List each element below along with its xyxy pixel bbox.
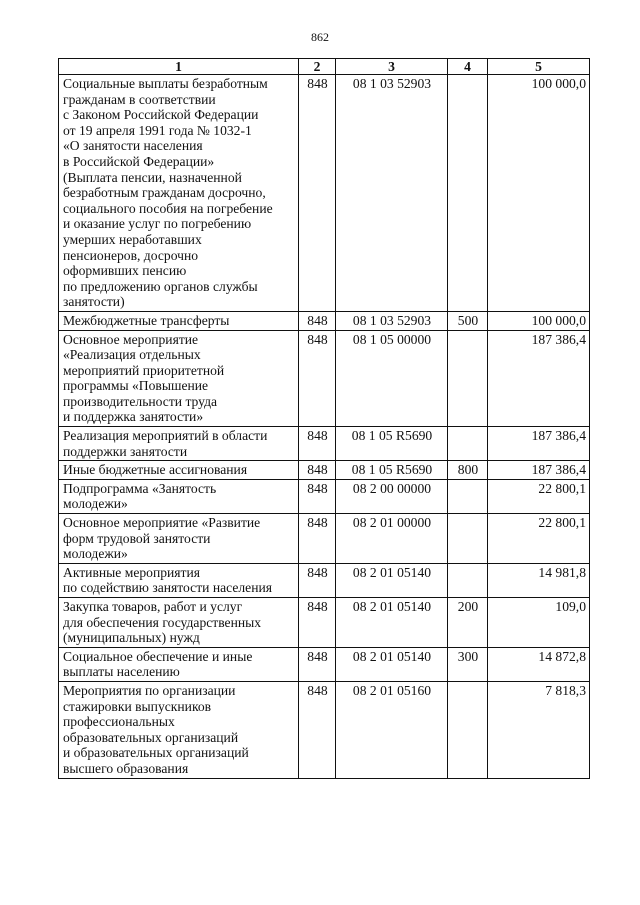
row-amount: 109,0: [488, 598, 590, 648]
row-name-line: Межбюджетные трансферты: [63, 312, 230, 328]
row-name-line: высшего образования: [63, 760, 189, 776]
row-amount: 14 872,8: [488, 647, 590, 681]
row-name-line: занятости): [63, 294, 125, 310]
row-ministry-code: 848: [299, 681, 336, 778]
row-expense-type: [448, 563, 488, 597]
row-name-line: Иные бюджетные ассигнования: [63, 462, 248, 478]
row-name-line: профессиональных: [63, 714, 175, 730]
row-name-line: производительности труда: [63, 393, 218, 409]
table-body: [59, 75, 590, 779]
table-row: [59, 479, 590, 513]
row-target-code: 08 2 01 05160: [336, 681, 448, 778]
row-expense-type: 500: [448, 311, 488, 330]
row-name: [59, 311, 299, 330]
row-name-line: молодежи»: [63, 546, 128, 562]
row-ministry-code: 848: [299, 598, 336, 648]
row-target-code: 08 2 01 05140: [336, 598, 448, 648]
row-name: [59, 598, 299, 648]
row-ministry-code: 848: [299, 75, 336, 312]
row-amount: 7 818,3: [488, 681, 590, 778]
table-row: [59, 598, 590, 648]
row-name-line: умерших неработавших: [63, 231, 202, 247]
row-expense-type: 300: [448, 647, 488, 681]
row-name-line: поддержки занятости: [63, 443, 188, 459]
column-header-5: 5: [488, 59, 590, 75]
row-name-line: безработным гражданам досрочно,: [63, 185, 266, 201]
row-name-line: Основное мероприятие «Развитие: [63, 515, 261, 531]
row-ministry-code: 848: [299, 461, 336, 480]
row-name-line: (муниципальных) нужд: [63, 630, 200, 646]
row-name: [59, 563, 299, 597]
row-name-line: молодежи»: [63, 496, 128, 512]
row-name: [59, 647, 299, 681]
row-amount: 100 000,0: [488, 311, 590, 330]
row-expense-type: [448, 75, 488, 312]
row-name-line: (Выплата пенсии, назначенной: [63, 169, 242, 185]
row-name-line: Подпрограмма «Занятость: [63, 480, 217, 496]
row-name-line: программы «Повышение: [63, 378, 209, 394]
budget-table: [58, 58, 590, 779]
row-name: [59, 479, 299, 513]
row-ministry-code: 848: [299, 563, 336, 597]
table-row: [59, 75, 590, 312]
row-amount: 100 000,0: [488, 75, 590, 312]
row-name: [59, 330, 299, 427]
row-ministry-code: 848: [299, 427, 336, 461]
row-ministry-code: 848: [299, 479, 336, 513]
row-name-line: по содействию занятости населения: [63, 580, 272, 596]
row-amount: 14 981,8: [488, 563, 590, 597]
row-amount: 187 386,4: [488, 461, 590, 480]
row-amount: 22 800,1: [488, 479, 590, 513]
row-name-line: по предложению органов службы: [63, 278, 258, 294]
row-name: [59, 75, 299, 312]
row-name: [59, 681, 299, 778]
table-row: [59, 647, 590, 681]
row-name-line: выплаты населению: [63, 664, 180, 680]
row-name-line: и образовательных организаций: [63, 745, 249, 761]
row-ministry-code: 848: [299, 330, 336, 427]
row-target-code: 08 1 05 00000: [336, 330, 448, 427]
row-name-line: от 19 апреля 1991 года № 1032-1: [63, 122, 252, 138]
column-header-2: 2: [299, 59, 336, 75]
table-row: [59, 330, 590, 427]
column-header-4: 4: [448, 59, 488, 75]
row-name-line: с Законом Российской Федерации: [63, 107, 259, 123]
header-row: [59, 59, 590, 75]
row-name-line: пенсионеров, досрочно: [63, 247, 199, 263]
row-name-line: Реализация мероприятий в области: [63, 428, 268, 444]
row-target-code: 08 1 05 R5690: [336, 427, 448, 461]
row-target-code: 08 1 03 52903: [336, 311, 448, 330]
table-row: [59, 461, 590, 480]
row-name-line: Закупка товаров, работ и услуг: [63, 599, 243, 614]
row-amount: 187 386,4: [488, 330, 590, 427]
row-name: [59, 427, 299, 461]
row-expense-type: [448, 427, 488, 461]
row-ministry-code: 848: [299, 311, 336, 330]
row-amount: 187 386,4: [488, 427, 590, 461]
row-name-line: для обеспечения государственных: [63, 614, 262, 630]
row-expense-type: 200: [448, 598, 488, 648]
row-ministry-code: 848: [299, 514, 336, 564]
row-target-code: 08 1 03 52903: [336, 75, 448, 312]
table-row: [59, 563, 590, 597]
row-name-line: оформивших пенсию: [63, 263, 187, 279]
row-name-line: «О занятости населения: [63, 138, 203, 154]
row-name-line: Основное мероприятие: [63, 331, 199, 347]
row-target-code: 08 2 01 05140: [336, 563, 448, 597]
row-name-line: Мероприятия по организации: [63, 682, 236, 698]
row-target-code: 08 2 01 00000: [336, 514, 448, 564]
table-row: [59, 311, 590, 330]
column-header-1: 1: [59, 59, 299, 75]
row-expense-type: 800: [448, 461, 488, 480]
row-name-line: форм трудовой занятости: [63, 530, 211, 546]
row-target-code: 08 2 01 05140: [336, 647, 448, 681]
column-header-3: 3: [336, 59, 448, 75]
row-name-line: и оказание услуг по погребению: [63, 216, 252, 232]
row-name-line: мероприятий приоритетной: [63, 362, 225, 378]
row-expense-type: [448, 681, 488, 778]
row-name-line: Социальное обеспечение и иные: [63, 648, 253, 664]
row-name-line: социального пособия на погребение: [63, 200, 273, 216]
row-name-line: стажировки выпускников: [63, 698, 212, 714]
table-row: [59, 681, 590, 778]
row-target-code: 08 2 00 00000: [336, 479, 448, 513]
row-expense-type: [448, 330, 488, 427]
row-name-line: гражданам в соответствии: [63, 91, 216, 107]
row-name-line: в Российской Федерации»: [63, 153, 215, 169]
row-name-line: и поддержка занятости»: [63, 409, 204, 425]
row-amount: 22 800,1: [488, 514, 590, 564]
row-name-line: «Реализация отдельных: [63, 347, 201, 363]
row-expense-type: [448, 479, 488, 513]
table-row: [59, 514, 590, 564]
row-name: [59, 461, 299, 480]
row-name-line: Социальные выплаты безработным: [63, 76, 268, 91]
row-expense-type: [448, 514, 488, 564]
row-name-line: образовательных организаций: [63, 729, 239, 745]
row-name: [59, 514, 299, 564]
row-name-line: Активные мероприятия: [63, 564, 201, 580]
page-number: 862: [311, 30, 329, 44]
row-ministry-code: 848: [299, 647, 336, 681]
row-target-code: 08 1 05 R5690: [336, 461, 448, 480]
table-row: [59, 427, 590, 461]
